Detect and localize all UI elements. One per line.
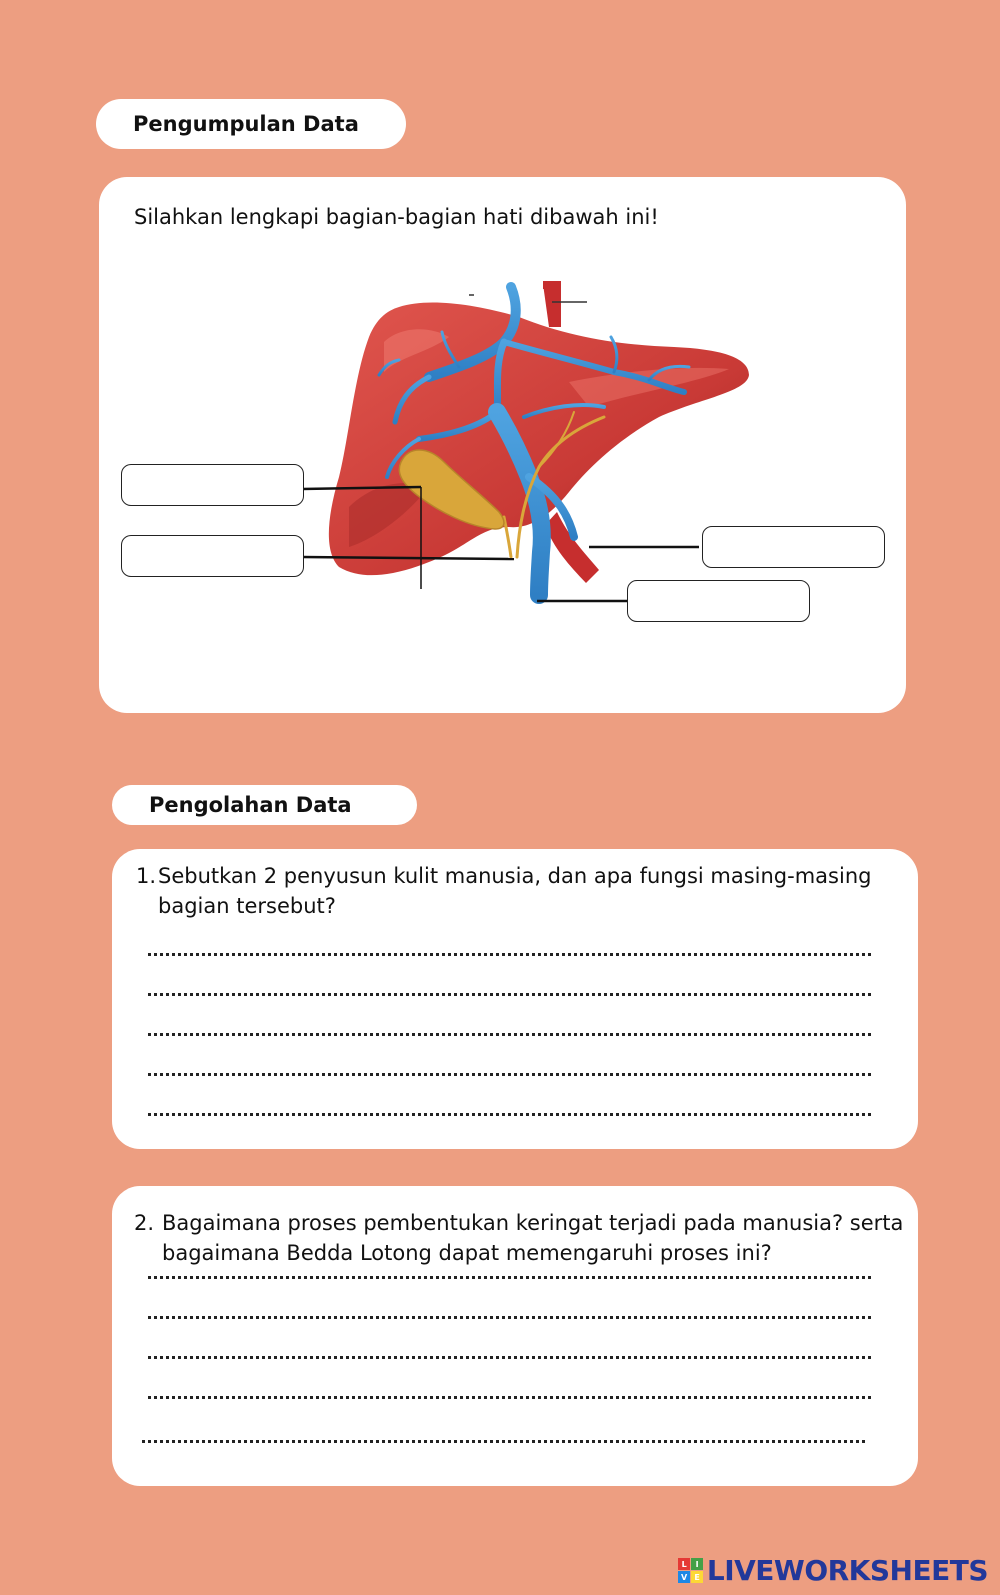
logo-letter: I — [691, 1558, 703, 1570]
liver-diagram — [99, 177, 906, 713]
answer-box-bile-duct[interactable] — [121, 535, 304, 577]
logo-mark-icon — [678, 1558, 703, 1583]
question-card-2 — [112, 1186, 918, 1486]
answer-line[interactable] — [148, 993, 871, 996]
question-text-line1: Bagaimana proses pembentukan keringat terjadi pada manusia? serta — [162, 1211, 904, 1235]
answer-line[interactable] — [148, 1276, 871, 1279]
section-title: Pengolahan Data — [149, 793, 352, 817]
question-2 — [134, 1208, 914, 1268]
section-pill-pengumpulan — [96, 99, 406, 149]
instruction-text: Silahkan lengkapi bagian-bagian hati dibawah ini! — [134, 205, 659, 229]
diagram-card — [99, 177, 906, 713]
answer-box-gallbladder[interactable] — [121, 464, 304, 506]
answer-line[interactable] — [142, 1440, 865, 1443]
answer-box-portal-vein[interactable] — [627, 580, 810, 622]
answer-line[interactable] — [148, 953, 871, 956]
answer-box-aorta[interactable] — [702, 526, 885, 568]
answer-line[interactable] — [148, 1356, 871, 1359]
question-text-line1: Sebutkan 2 penyusun kulit manusia, dan apa fungsi masing-masing — [158, 864, 872, 888]
logo-letter: E — [691, 1571, 703, 1583]
answer-line[interactable] — [148, 1316, 871, 1319]
question-text-line2: bagian tersebut? — [158, 894, 336, 918]
question-number: 1. — [136, 864, 157, 888]
section-title: Pengumpulan Data — [133, 112, 359, 136]
answer-line[interactable] — [148, 1033, 871, 1036]
logo-letter: V — [678, 1571, 690, 1583]
question-text-line2: bagaimana Bedda Lotong dapat memengaruhi proses ini? — [162, 1241, 772, 1265]
question-1 — [136, 861, 896, 921]
logo-letter: L — [678, 1558, 690, 1570]
answer-line[interactable] — [148, 1113, 871, 1116]
answer-line[interactable] — [148, 1073, 871, 1076]
question-number: 2. — [134, 1211, 155, 1235]
section-pill-pengolahan — [112, 785, 417, 825]
question-card-1 — [112, 849, 918, 1149]
brand-name: LIVEWORKSHEETS — [706, 1554, 988, 1587]
answer-line[interactable] — [148, 1396, 871, 1399]
liveworksheets-logo[interactable] — [678, 1554, 988, 1587]
